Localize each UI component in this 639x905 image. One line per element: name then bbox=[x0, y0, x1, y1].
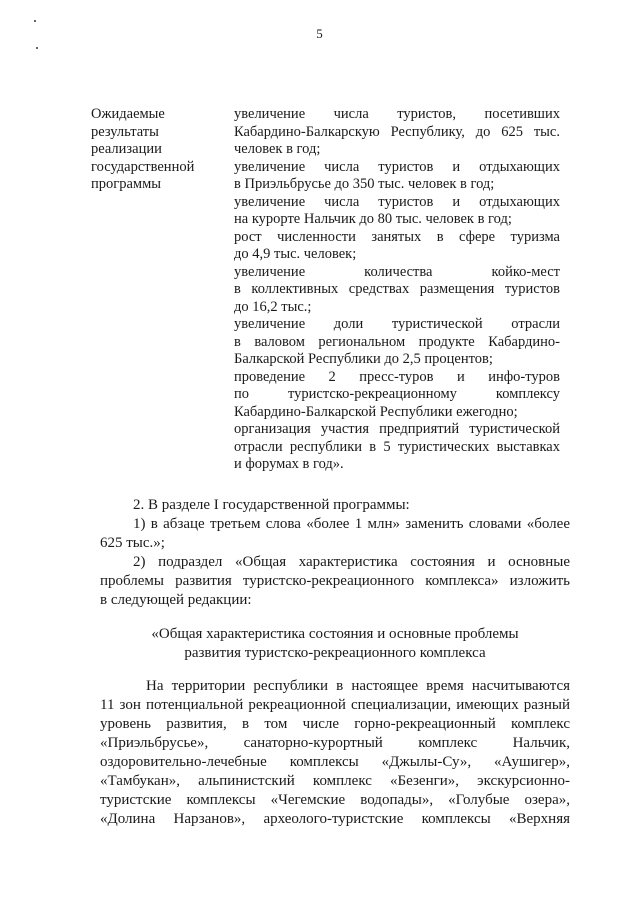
item-2-line: 2) подраздел «Общая характеристика состояния и основные bbox=[133, 554, 570, 570]
result-line: рост численности занятых в сфере туризма bbox=[234, 228, 560, 245]
result-line: проведение 2 пресс-туров и инфо-туров bbox=[234, 368, 560, 385]
section-2 bbox=[100, 496, 570, 610]
result-line: по туристско-рекреационному комплексу bbox=[234, 386, 560, 402]
paragraph-line: «Тамбукан», альпинистский комплекс «Безенги», экскурсионно- bbox=[100, 773, 570, 789]
result-line: в коллективных средствах размещения туристов bbox=[234, 281, 560, 297]
label-line: результаты bbox=[91, 123, 159, 140]
result-line: до 16,2 тыс.; bbox=[234, 298, 312, 315]
subsection-title-line: развития туристско-рекреационного комплекса bbox=[184, 645, 486, 661]
section-2-heading: 2. В разделе I государственной программы: bbox=[133, 497, 410, 513]
result-line: до 4,9 тыс. человек; bbox=[234, 246, 357, 262]
item-1-line: 625 тыс.»; bbox=[100, 535, 165, 551]
result-line: Кабардино-Балкарской Республики ежегодно; bbox=[234, 403, 518, 420]
label-line: государственной bbox=[91, 158, 195, 175]
result-line: в валовом региональном продукте Кабардино- bbox=[234, 333, 560, 350]
result-line: Балкарской Республики до 2,5 процентов; bbox=[234, 351, 493, 367]
paragraph-line: уровень развития, в том числе горно-рекреационный комплекс bbox=[100, 716, 570, 732]
result-line: увеличение доли туристической отрасли bbox=[234, 316, 560, 332]
paragraph bbox=[100, 677, 570, 829]
paragraph-line: 11 зон потенциальной рекреационной специализации, имеющих разный bbox=[100, 697, 570, 713]
result-line: человек в год; bbox=[234, 141, 321, 157]
label-line: реализации bbox=[91, 141, 162, 157]
label-line: Ожидаемые bbox=[91, 106, 165, 122]
paragraph-line: оздоровительно-лечебные комплексы «Джылы-Су», «Аушигер», bbox=[100, 754, 570, 770]
table-results-cell bbox=[234, 106, 560, 474]
result-line: организация участия предприятий туристической bbox=[234, 421, 560, 437]
result-line: Кабардино-Балкарскую Республику, до 625 тыс. bbox=[234, 123, 560, 140]
result-line: в Приэльбрусье до 350 тыс. человек в год; bbox=[234, 176, 495, 192]
item-2-line: в следующей редакции: bbox=[100, 592, 252, 608]
result-line: на курорте Нальчик до 80 тыс. человек в год; bbox=[234, 211, 512, 227]
result-line: увеличение числа туристов и отдыхающих bbox=[234, 193, 560, 210]
subsection-title-line: «Общая характеристика состояния и основные проблемы bbox=[151, 626, 519, 642]
paragraph-line: На территории республики в настоящее время насчитываются bbox=[146, 678, 570, 694]
paragraph-line: «Долина Нарзанов», археолого-туристские комплексы «Верхняя bbox=[100, 811, 570, 827]
result-line: увеличение числа туристов, посетивших bbox=[234, 106, 560, 122]
page-number: 5 bbox=[316, 26, 323, 41]
result-line: отрасли республики в 5 туристических выставках bbox=[234, 438, 560, 455]
table-label-cell bbox=[91, 106, 216, 194]
item-2-line: проблемы развития туристско-рекреационного комплекса» изложить bbox=[100, 573, 570, 589]
result-line: увеличение числа туристов и отдыхающих bbox=[234, 158, 560, 175]
label-line: программы bbox=[91, 176, 161, 192]
item-1-line: 1) в абзаце третьем слова «более 1 млн» заменить словами «более bbox=[133, 516, 570, 532]
paragraph-line: «Приэльбрусье», санаторно-курортный комплекс Нальчик, bbox=[100, 735, 570, 751]
result-line: увеличение количества койко-мест bbox=[234, 263, 560, 280]
subsection-title bbox=[100, 625, 570, 663]
paragraph-line: туристские комплексы «Чегемские водопады», «Голубые озера», bbox=[100, 792, 570, 808]
result-line: и форумах в год». bbox=[234, 456, 344, 472]
scan-speck bbox=[34, 20, 36, 22]
scan-speck bbox=[36, 47, 38, 49]
